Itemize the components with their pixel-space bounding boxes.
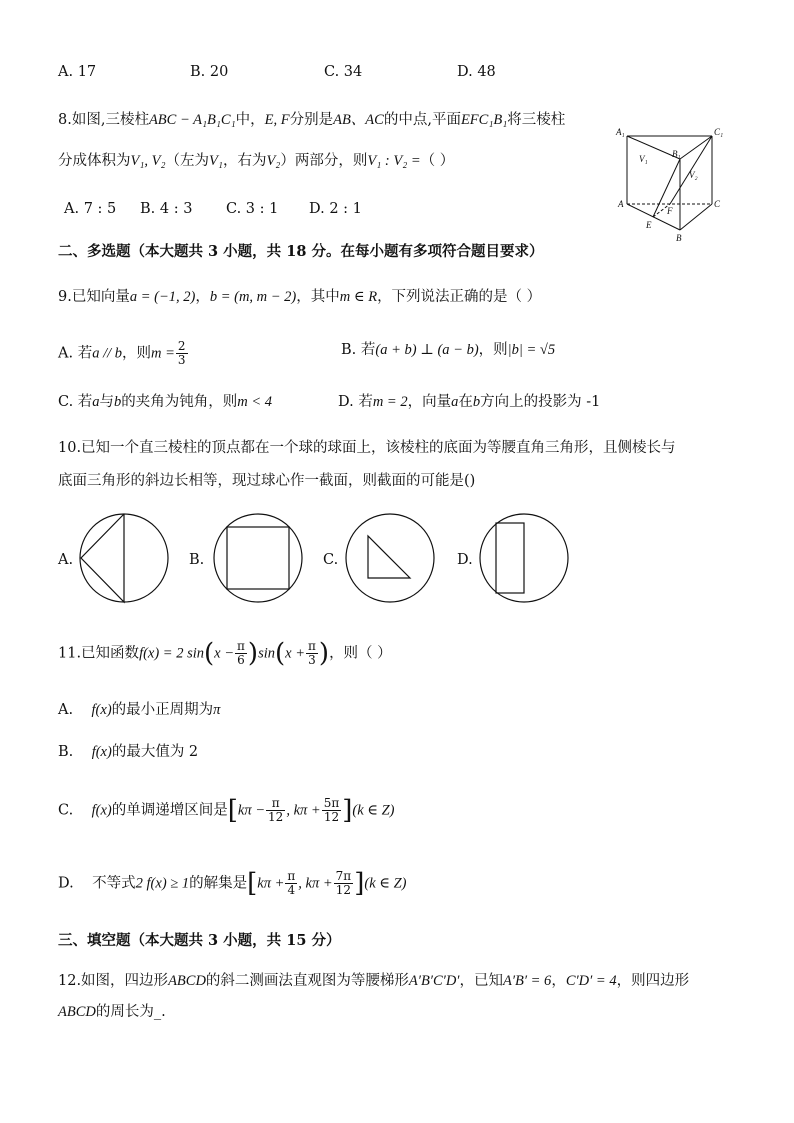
q9-c-a: a bbox=[92, 394, 100, 410]
q8-ab-ac: AB、AC bbox=[333, 112, 384, 128]
label-a1: A₁ bbox=[616, 127, 625, 137]
q11-paren1: x − bbox=[214, 645, 235, 662]
q11-pi: π bbox=[237, 639, 245, 653]
q11-pi-2: π bbox=[308, 639, 316, 653]
q11-c-label: C. bbox=[58, 802, 74, 819]
q9-b-label: B. 若 bbox=[341, 342, 376, 358]
q11-option-a bbox=[58, 700, 220, 720]
section-3-heading: 三、填空题（本大题共 3 小题，共 15 分） bbox=[58, 932, 341, 949]
q9-vector-a: a = (−1, 2) bbox=[129, 289, 196, 305]
q9-text: ， bbox=[195, 289, 210, 305]
section-rectangle bbox=[496, 523, 524, 593]
q9-a-m: m = bbox=[151, 345, 175, 362]
q12-text: ，已知 bbox=[459, 973, 503, 989]
q8-text: （左为 bbox=[165, 153, 210, 169]
q8-v2: V₂ bbox=[266, 153, 281, 169]
q11-c-fx: f(x) bbox=[91, 802, 112, 819]
q8-text: 的中点,平面 bbox=[383, 112, 461, 128]
q11-c-5pi: 5π bbox=[323, 796, 340, 810]
q8-text: ，右为 bbox=[222, 153, 267, 169]
q11-d-label: D. bbox=[58, 875, 74, 892]
q11-a-fx: f(x) bbox=[91, 702, 112, 718]
q9-option-c bbox=[58, 392, 272, 412]
q11-c-twelve: 12 bbox=[268, 810, 284, 824]
q7-option-c: C. 34 bbox=[324, 64, 363, 80]
q9-a-label: A. 若 bbox=[58, 345, 93, 362]
section-2-heading: 二、多选题（本大题共 3 小题，共 18 分。在每小题有多项符合题目要求） bbox=[58, 243, 544, 260]
q9-b-then: ，则 bbox=[478, 342, 508, 358]
q8-ratio: V₁ : V₂ = bbox=[367, 153, 421, 169]
q11-d-bracket-open: [ bbox=[247, 868, 258, 899]
q8-stem-line1 bbox=[58, 110, 565, 130]
q8-option-a: A. 7 : 5 bbox=[64, 201, 117, 217]
q9-a-fraction bbox=[176, 340, 188, 367]
edge-bc bbox=[680, 204, 712, 230]
q11-frac-pi-3 bbox=[306, 640, 318, 667]
label-v2: V₂ bbox=[689, 170, 698, 180]
label-e: E bbox=[646, 220, 652, 230]
q11-c-frac2 bbox=[322, 797, 342, 824]
q11-d-twelve: 12 bbox=[335, 883, 352, 897]
q12-text: 的斜二测画法直观图为等腰梯形 bbox=[205, 973, 409, 989]
q9-stem bbox=[58, 287, 541, 307]
q11-c-text: 的单调递增区间是 bbox=[111, 802, 228, 819]
label-b1: B₁ bbox=[672, 149, 681, 159]
q11-option-c bbox=[58, 797, 395, 824]
q11-a-text: 的最小正周期为 bbox=[111, 702, 214, 718]
q12-stem-line1 bbox=[58, 971, 689, 991]
q10-label-b: B. bbox=[189, 552, 205, 568]
q11-paren-open-2: ( bbox=[275, 638, 286, 669]
q9-c-b: b bbox=[114, 394, 122, 410]
q12-text: ，则四边形 bbox=[616, 973, 690, 989]
q11-d-left: kπ + bbox=[257, 875, 285, 892]
q11-paren2: x + bbox=[285, 645, 306, 662]
q11-text: ，则（ ） bbox=[329, 645, 392, 662]
q11-six: 6 bbox=[237, 653, 245, 667]
q11-paren-close-2: ) bbox=[318, 638, 330, 669]
q11-c-left: kπ − bbox=[237, 802, 266, 819]
q12-abcd: ABCD bbox=[168, 973, 206, 989]
q11-three: 3 bbox=[308, 653, 316, 667]
q10-stem-line2: 底面三角形的斜边长相等，现过球心作一截面，则截面的可能是() bbox=[58, 473, 476, 489]
q9-text: 9.已知向量 bbox=[58, 289, 130, 305]
q12-abcd-prime: A′B′C′D′ bbox=[408, 973, 460, 989]
section-triangle bbox=[81, 514, 124, 602]
q10-figure-a bbox=[78, 512, 170, 604]
q10-label-c: C. bbox=[323, 552, 339, 568]
q12-abcd-2: ABCD bbox=[58, 1004, 96, 1020]
q11-option-b bbox=[58, 742, 198, 762]
q7-option-d: D. 48 bbox=[457, 64, 496, 80]
q11-b-text: 的最大值为 2 bbox=[111, 744, 199, 760]
q11-d-mid: , kπ + bbox=[298, 875, 333, 892]
q10-figure-c bbox=[344, 512, 436, 604]
q11-stem bbox=[58, 640, 392, 667]
q11-c-bracket-close: ] bbox=[342, 795, 353, 826]
q12-cd-prime: C′D′ = 4 bbox=[565, 973, 617, 989]
q9-d-b: b bbox=[472, 394, 481, 410]
q9-d-text3: 方向上的投影为 -1 bbox=[480, 394, 601, 410]
q11-c-twelve-2: 12 bbox=[323, 810, 340, 824]
q8-prism-name: ABC − A₁B₁C₁ bbox=[148, 112, 236, 128]
q11-c-mid: , kπ + bbox=[286, 802, 321, 819]
q8-stem-line2 bbox=[58, 151, 454, 171]
label-b: B bbox=[676, 233, 682, 243]
q11-d-frac1 bbox=[285, 870, 297, 897]
q11-c-frac1 bbox=[266, 797, 285, 824]
q12-text: ， bbox=[551, 973, 566, 989]
q9-text: ，下列说法正确的是（ ） bbox=[377, 289, 542, 305]
q11-a-label: A. bbox=[58, 702, 74, 718]
label-a: A bbox=[618, 199, 624, 209]
q9-d-a: a bbox=[451, 394, 459, 410]
q10-figure-b bbox=[212, 512, 304, 604]
q11-d-text1: 不等式 bbox=[92, 875, 136, 892]
q9-c-res: m < 4 bbox=[237, 394, 273, 410]
q7-option-b: B. 20 bbox=[190, 64, 229, 80]
q9-d-text2: 在 bbox=[458, 394, 473, 410]
q9-a-cond: a // b bbox=[92, 345, 123, 362]
q11-option-d bbox=[58, 870, 407, 897]
q9-c-mid: 与 bbox=[99, 394, 115, 410]
q9-option-d bbox=[338, 392, 600, 412]
q9-b-cond: (a + b) ⊥ (a − b) bbox=[375, 342, 479, 358]
edge-b1c1 bbox=[680, 136, 712, 159]
q8-option-c: C. 3 : 1 bbox=[226, 201, 279, 217]
q8-text: 中， bbox=[235, 112, 265, 128]
q8-text: （ ） bbox=[420, 153, 455, 169]
q11-d-pi: π bbox=[287, 869, 296, 883]
q8-v1v2: V₁, V₂ bbox=[130, 153, 166, 169]
q9-c-text: 的夹角为钝角，则 bbox=[121, 394, 238, 410]
q8-text: 分别是 bbox=[289, 112, 334, 128]
q11-paren-open: ( bbox=[204, 638, 215, 669]
q9-d-label: D. 若 bbox=[338, 394, 373, 410]
q12-ab-prime: A′B′ = 6 bbox=[502, 973, 552, 989]
q7-option-a: A. 17 bbox=[58, 64, 97, 80]
q9-b-res: |b| = √5 bbox=[507, 342, 556, 358]
section-right-triangle bbox=[368, 536, 410, 578]
q11-c-bracket-open: [ bbox=[227, 795, 238, 826]
q11-b-fx: f(x) bbox=[91, 744, 112, 760]
q9-a-num: 2 bbox=[177, 339, 186, 353]
q9-text: ，其中 bbox=[296, 289, 340, 305]
q11-func: f(x) = 2 sin bbox=[139, 645, 205, 662]
q12-stem-line2 bbox=[58, 1002, 166, 1022]
q11-c-pi: π bbox=[266, 797, 285, 811]
q11-paren-close: ) bbox=[247, 638, 259, 669]
q10-figure-d bbox=[478, 512, 570, 604]
q11-d-ineq: 2 f(x) ≥ 1 bbox=[135, 875, 190, 892]
q9-d-text1: ，向量 bbox=[407, 394, 452, 410]
q8-prism-figure bbox=[612, 126, 732, 244]
label-f: F bbox=[667, 206, 673, 216]
q9-option-b bbox=[341, 340, 555, 360]
q9-a-den: 3 bbox=[177, 353, 186, 367]
q9-d-m: m = 2 bbox=[372, 394, 408, 410]
q9-c-label: C. 若 bbox=[58, 394, 93, 410]
q9-vector-b: b = (m, m − 2) bbox=[209, 289, 297, 305]
q11-d-bracket-close: ] bbox=[354, 868, 365, 899]
q11-b-label: B. bbox=[58, 744, 74, 760]
section-square bbox=[227, 527, 289, 589]
q8-ef: E, F bbox=[264, 112, 290, 128]
label-c: C bbox=[714, 199, 721, 209]
q9-option-a bbox=[58, 340, 189, 367]
q8-v1: V₁ bbox=[209, 153, 223, 169]
q11-sin2: sin bbox=[258, 645, 275, 662]
q8-text: 分成体积为 bbox=[58, 153, 131, 169]
q8-option-b: B. 4 : 3 bbox=[140, 201, 193, 217]
q11-d-7pi: 7π bbox=[335, 869, 352, 883]
q11-d-frac2 bbox=[334, 870, 354, 897]
q9-m-in-r: m ∈ R bbox=[339, 289, 378, 305]
label-c1: C₁ bbox=[714, 127, 724, 137]
q12-text: 的周长为_. bbox=[95, 1004, 166, 1020]
q11-d-text2: 的解集是 bbox=[189, 875, 248, 892]
q8-option-d: D. 2 : 1 bbox=[309, 201, 362, 217]
label-v1: V₁ bbox=[639, 154, 648, 164]
q11-d-four: 4 bbox=[287, 883, 296, 897]
q12-text: 12.如图，四边形 bbox=[58, 973, 169, 989]
q8-plane: EFC₁B₁ bbox=[460, 112, 508, 128]
q11-text: 11.已知函数 bbox=[58, 645, 140, 662]
q8-text: 8.如图,三棱柱 bbox=[58, 112, 149, 128]
q11-a-pi: π bbox=[213, 702, 221, 718]
q10-label-a: A. bbox=[58, 552, 74, 568]
q8-text: 将三棱柱 bbox=[507, 112, 566, 128]
q8-text: ）两部分，则 bbox=[280, 153, 368, 169]
q10-label-d: D. bbox=[457, 552, 473, 568]
q10-stem-line1: 10.已知一个直三棱柱的顶点都在一个球的球面上，该棱柱的底面为等腰直角三角形，且侧棱长与 bbox=[58, 440, 676, 456]
q11-c-k: (k ∈ Z) bbox=[352, 802, 395, 819]
q11-d-k: (k ∈ Z) bbox=[364, 875, 407, 892]
q9-a-then: ，则 bbox=[122, 345, 152, 362]
q11-frac-pi-6 bbox=[235, 640, 247, 667]
